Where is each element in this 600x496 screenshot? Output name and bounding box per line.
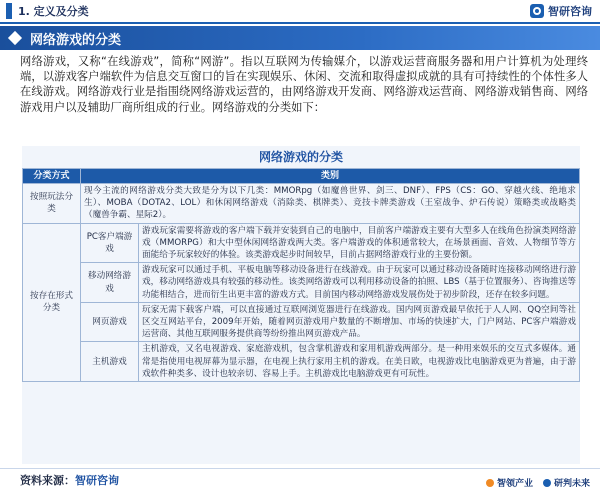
- footer-divider: [0, 468, 600, 469]
- description-cell: 现今主流的网络游戏分类大致是分为以下几类：MMORpg（如魔兽世界、剑三、DNF）、FPS（CS：GO、穿越火线、绝地求生）、MOBA（DOTA2、LOL）和休闲网络游戏（消除类、棋牌类）、竞技卡牌类游戏（王室战争、炉石传说）策略类或战略类（魔兽争霸、星际2）。: [81, 184, 580, 224]
- classification-table: [22, 168, 580, 382]
- table-row: [23, 223, 580, 263]
- section-accent: [6, 3, 12, 19]
- method-cell: 按存在形式分类: [23, 223, 81, 381]
- classification-table-block: [22, 146, 580, 464]
- table-header-row: [23, 169, 580, 184]
- title-banner: [0, 26, 600, 50]
- logo-text: 智研咨询: [548, 5, 592, 18]
- brand-tag-2: [543, 476, 590, 489]
- logo-icon: [530, 4, 544, 18]
- banner-title: 网络游戏的分类: [30, 32, 122, 48]
- diamond-icon: [8, 31, 22, 45]
- table-row: [23, 342, 580, 382]
- intro-paragraph: 网络游戏，又称“在线游戏”，简称“网游”。指以互联网为传输媒介，以游戏运营商服务器和用户计算机为处理终端，以游戏客户端软件为信息交互窗口的旨在实现娱乐、休闲、交流和取得虚拟成就的具有可持续性的个体性多人在线游戏。网络游戏行业是指围绕网络游戏运营的，由网络游戏开发商、网络游戏运营商、网络游戏销售商、网络游戏用户以及辅助厂商所组成的行业。网络游戏的分类如下：: [20, 55, 588, 114]
- header-method: 分类方式: [23, 169, 81, 184]
- table-title: 网络游戏的分类: [258, 150, 343, 164]
- description-cell: 游戏玩家可以通过手机、平板电脑等移动设备进行在线游戏。由于玩家可以通过移动设备随时连接移动网络进行游戏，移动网络游戏具有较强的移动性。该类网络游戏可以利用移动设备的拍照、LBS（基于位置服务）、咨询推送等功能相结合，进而衍生出更丰富的游戏方式。目前国内移动网络游戏发展伤处于初步阶段，还存在较多问题。: [139, 263, 580, 303]
- top-bar: [0, 0, 600, 22]
- table-row: [23, 184, 580, 224]
- footer-brand: [476, 476, 590, 489]
- description-cell: 主机游戏，又名电视游戏、家庭游戏机，包含掌机游戏和家用机游戏两部分。是一种用来娱乐的交互式多媒体。通常是指使用电视屏幕为显示器，在电视上执行家用主机的游戏。在美日欧，电视游戏比电脑游戏更为普遍，由于游戏软件种类多、设计也较亲切、容易上手。主机游戏比电脑游戏更有可玩性。: [139, 342, 580, 382]
- source-label: 资料来源：: [20, 474, 75, 487]
- brand-logo: [530, 3, 592, 19]
- subcategory-cell: 网页游戏: [81, 302, 139, 342]
- description-cell: 玩家无需下载客户端，可以直接通过互联网浏览器进行在线游戏。国内网页游戏最早依托于人人网、QQ空间等社区交互网站平台，2009年开始，随着网页游戏用户数量的不断增加、市场的快速扩大，门户网站、PC客户端游戏运营商、其他互联网服务提供商等纷纷推出网页游戏产品。: [139, 302, 580, 342]
- brand-tag-1: [486, 476, 533, 489]
- section-title: 1. 定义及分类: [18, 5, 89, 18]
- table-row: [23, 302, 580, 342]
- orange-dot-icon: [486, 479, 494, 487]
- subcategory-cell: 移动网络游戏: [81, 263, 139, 303]
- source-value: 智研咨询: [75, 474, 119, 487]
- blue-dot-icon: [543, 479, 551, 487]
- brand-slogan-1: 智领产业: [496, 479, 533, 489]
- description-cell: 游戏玩家需要将游戏的客户端下载并安装到自己的电脑中，目前客户端游戏主要有大型多人在线角色扮演类网络游戏（MMORPG）和大中型休闲网络游戏两大类。客户端游戏的体积通常较大，在场景画面、音效、人物细节等方面能给予玩家较好的体验。该类游戏起步时间较早，目前占据网络游戏行业的主要份额。: [139, 223, 580, 263]
- table-row: [23, 263, 580, 303]
- subcategory-cell: PC客户端游戏: [81, 223, 139, 263]
- subcategory-cell: 主机游戏: [81, 342, 139, 382]
- header-category: 类别: [81, 169, 580, 184]
- top-divider: [0, 22, 600, 24]
- source-line: [20, 472, 119, 488]
- method-cell: 按照玩法分类: [23, 184, 81, 224]
- brand-slogan-2: 研判未来: [553, 479, 590, 489]
